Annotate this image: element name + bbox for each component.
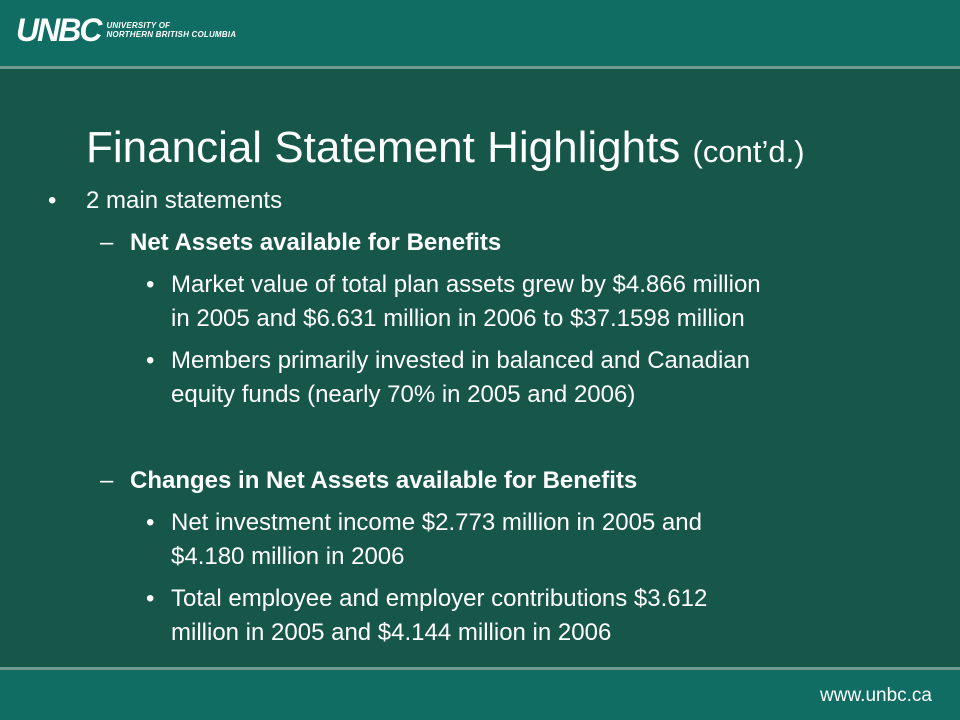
logo-mark: UNBC	[16, 12, 101, 48]
logo-line-2: NORTHERN BRITISH COLUMBIA	[106, 30, 237, 39]
list-item-line: Members primarily invested in balanced and Canadian	[171, 347, 750, 374]
bullet-icon: •	[146, 585, 155, 612]
bullet-icon: •	[48, 187, 57, 214]
list-item-line: Total employee and employer contributions $3.612	[171, 585, 708, 612]
bullet-icon: •	[146, 271, 155, 298]
logo-wordmark	[106, 21, 236, 39]
list-item-text	[171, 344, 911, 412]
footer-band	[0, 670, 960, 720]
list-item-line: equity funds (nearly 70% in 2005 and 2006)	[171, 381, 636, 408]
list-item-line: Market value of total plan assets grew by $4.866 million	[171, 271, 761, 298]
list-item-line: million in 2005 and $4.144 million in 2006	[171, 619, 612, 646]
dash-icon: –	[100, 467, 114, 494]
header-divider	[0, 66, 960, 69]
list-item-line: Net investment income $2.773 million in 2005 and	[171, 509, 702, 536]
logo-line-1: UNIVERSITY OF	[106, 21, 171, 30]
footer-url[interactable]: www.unbc.ca	[820, 685, 932, 706]
list-item-line: in 2005 and $6.631 million in 2006 to $37.1598 million	[171, 305, 745, 332]
list-item-text	[171, 268, 911, 336]
unbc-logo	[16, 10, 236, 50]
bullet-text: 2 main statements	[86, 187, 283, 214]
section-heading: Net Assets available for Benefits	[130, 229, 502, 256]
list-item-text	[171, 506, 911, 574]
section-heading: Changes in Net Assets available for Benefits	[130, 467, 638, 494]
title-suffix: (cont’d.)	[692, 134, 805, 169]
slide-title	[86, 120, 946, 180]
dash-icon: –	[100, 229, 114, 256]
list-item-line: $4.180 million in 2006	[171, 543, 405, 570]
title-main: Financial Statement Highlights	[86, 123, 681, 172]
list-item-text	[171, 582, 911, 650]
bullet-icon: •	[146, 347, 155, 374]
bullet-icon: •	[146, 509, 155, 536]
